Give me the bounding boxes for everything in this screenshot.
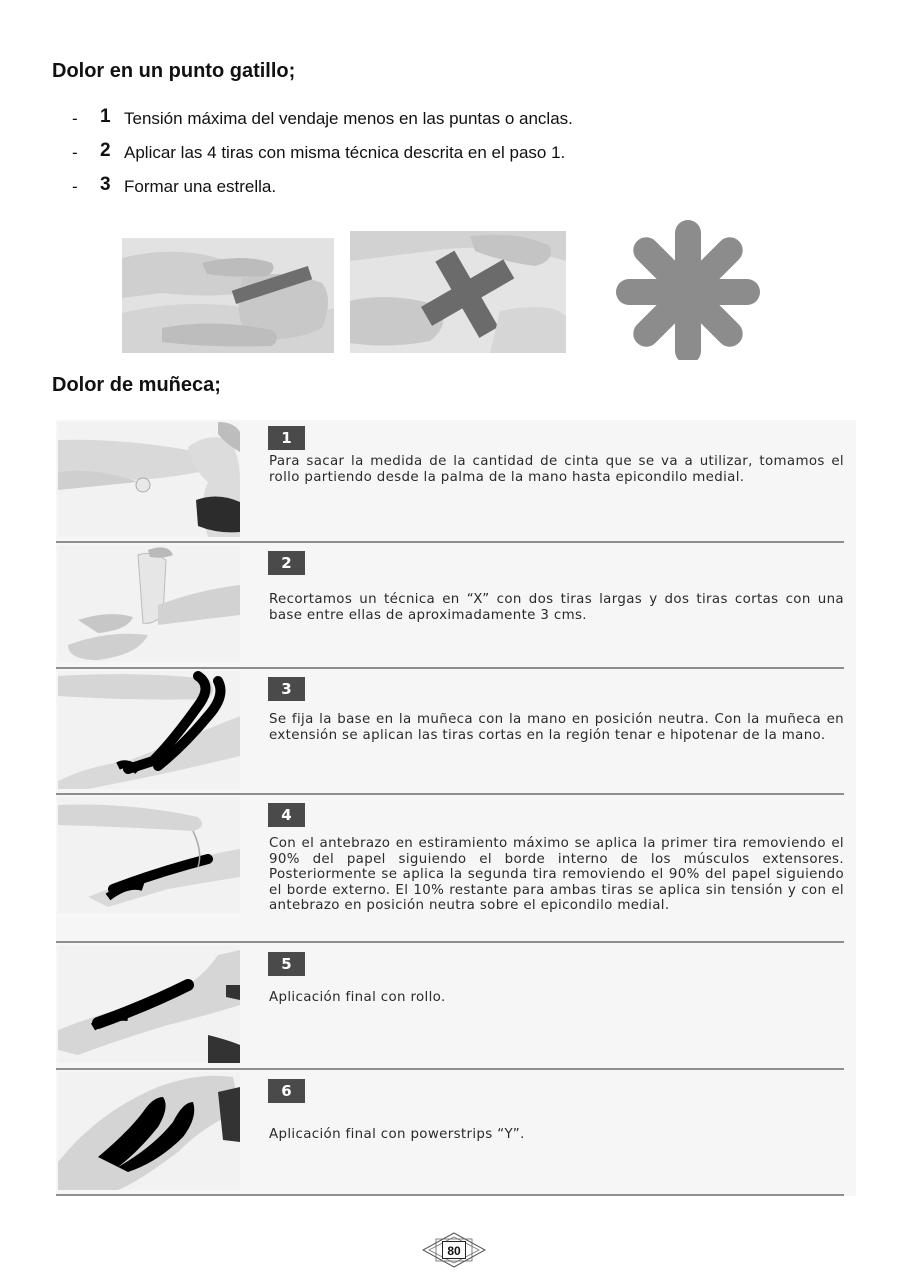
wrist-step xyxy=(56,795,856,943)
step-badge: 3 xyxy=(268,677,305,701)
photo-hands-stretching-tape xyxy=(122,238,334,353)
list-dash: - xyxy=(72,177,78,196)
step-photo-forearm-strips xyxy=(58,797,240,913)
photo-cross-tape xyxy=(350,231,566,353)
page-number: 80 xyxy=(442,1241,466,1259)
step-photo-cutting-tape xyxy=(58,545,240,662)
wrist-step xyxy=(56,543,856,669)
step-badge: 2 xyxy=(268,551,305,575)
list-dash: - xyxy=(72,109,78,128)
wrist-step xyxy=(56,943,856,1070)
wrist-step xyxy=(56,420,856,543)
step-description: Aplicación final con rollo. xyxy=(269,990,446,1005)
step-description: Recortamos un técnica en “X” con dos tiras largas y dos tiras cortas con una base entre ellas de aproximadamente 3 cms. xyxy=(269,592,844,623)
divider xyxy=(56,1194,844,1196)
step-number: 1 xyxy=(100,106,111,127)
step-badge: 5 xyxy=(268,952,305,976)
step-photo-final-powerstrips xyxy=(58,1072,240,1190)
step-text: Formar una estrella. xyxy=(124,177,277,196)
section-title-trigger-point: Dolor en un punto gatillo; xyxy=(52,60,296,82)
step-description: Para sacar la medida de la cantidad de cinta que se va a utilizar, tomamos el rollo partiendo desde la palma de la mano hasta epicondilo medial. xyxy=(269,454,844,485)
step-badge: 4 xyxy=(268,803,305,827)
step-description: Aplicación final con powerstrips “Y”. xyxy=(269,1127,525,1142)
step-photo-final-roll xyxy=(58,945,240,1063)
step-badge: 6 xyxy=(268,1079,305,1103)
step-photo-base-on-wrist xyxy=(58,671,240,789)
list-item xyxy=(72,106,832,140)
page-number-badge xyxy=(422,1232,486,1268)
wrist-step xyxy=(56,669,856,795)
trigger-steps-list xyxy=(72,106,832,208)
step-description: Con el antebrazo en estiramiento máximo se aplica la primer tira removiendo el 90% del papel siguiendo el borde interno de los músculos extensores. Posteriormente se aplica la segunda tira removiendo el 90% del papel siguiendo el borde externo. El 10% restante para ambas tiras se aplica sin tensión y con el antebrazo en posición neutra sobre el epicondilo medial. xyxy=(269,836,844,913)
list-dash: - xyxy=(72,143,78,162)
step-number: 3 xyxy=(100,174,111,195)
list-item xyxy=(72,140,832,174)
step-text: Aplicar las 4 tiras con misma técnica descrita en el paso 1. xyxy=(124,143,566,162)
wrist-steps-panel xyxy=(56,420,856,1196)
section-title-wrist-pain: Dolor de muñeca; xyxy=(52,374,221,396)
wrist-step xyxy=(56,1070,856,1196)
step-badge: 1 xyxy=(268,426,305,450)
list-item xyxy=(72,174,832,208)
step-text: Tensión máxima del vendaje menos en las puntas o anclas. xyxy=(124,109,573,128)
step-description: Se fija la base en la muñeca con la mano en posición neutra. Con la muñeca en extensión se aplican las tiras cortas en la región tenar e hipotenar de la mano. xyxy=(269,712,844,743)
step-photo-measuring-tape xyxy=(58,422,240,537)
photo-star-tape xyxy=(600,210,780,360)
step-number: 2 xyxy=(100,140,111,161)
